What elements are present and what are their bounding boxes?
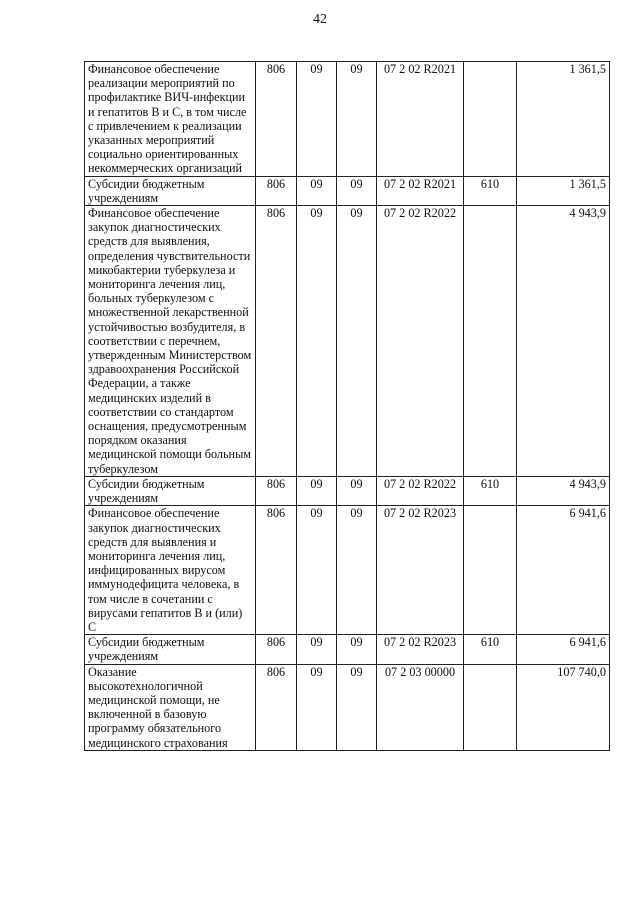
row-section: 09 xyxy=(297,664,337,750)
row-name: Финансовое обеспечение закупок диагностических средств для выявления, определения чувствительности микобактерии туберкулеза и мониторинга лечения лиц, больных туберкулезом с множественной лекарственной устойчивостью возбудителя, в соответствии с перечнем, утвержденным Министерством здравоохранения Российской Федерации, а также медицинских изделий в соответствии со стандартом оснащения, предусмотренным порядком оказания медицинской помощи больным туберкулезом xyxy=(85,206,256,477)
row-section: 09 xyxy=(297,476,337,505)
row-name: Финансовое обеспечение закупок диагностических средств для выявления и мониторинга лечения лиц, инфицированных вирусом иммунодефицита человека, в том числе в сочетании с вирусами гепатитов В и (или) С xyxy=(85,506,256,635)
row-section: 09 xyxy=(297,206,337,477)
row-code: 806 xyxy=(256,476,297,505)
row-target: 07 2 03 00000 xyxy=(377,664,464,750)
row-name: Субсидии бюджетным учреждениям xyxy=(85,635,256,664)
row-expense xyxy=(464,664,517,750)
row-code: 806 xyxy=(256,506,297,635)
page-number: 42 xyxy=(313,12,327,27)
row-section: 09 xyxy=(297,635,337,664)
row-expense: 610 xyxy=(464,476,517,505)
row-section: 09 xyxy=(297,506,337,635)
row-section: 09 xyxy=(297,176,337,205)
row-amount: 1 361,5 xyxy=(517,62,610,177)
row-code: 806 xyxy=(256,206,297,477)
row-target: 07 2 02 R2023 xyxy=(377,635,464,664)
row-expense xyxy=(464,506,517,635)
table-row xyxy=(85,476,610,505)
row-section: 09 xyxy=(297,62,337,177)
row-subsection: 09 xyxy=(337,62,377,177)
row-amount: 6 941,6 xyxy=(517,506,610,635)
row-name: Субсидии бюджетным учреждениям xyxy=(85,476,256,505)
table-row xyxy=(85,206,610,477)
row-target: 07 2 02 R2022 xyxy=(377,476,464,505)
row-code: 806 xyxy=(256,664,297,750)
table-row xyxy=(85,506,610,635)
row-amount: 4 943,9 xyxy=(517,476,610,505)
row-target: 07 2 02 R2021 xyxy=(377,176,464,205)
row-code: 806 xyxy=(256,635,297,664)
row-subsection: 09 xyxy=(337,635,377,664)
row-target: 07 2 02 R2022 xyxy=(377,206,464,477)
row-subsection: 09 xyxy=(337,664,377,750)
row-expense: 610 xyxy=(464,176,517,205)
row-subsection: 09 xyxy=(337,176,377,205)
table-row xyxy=(85,62,610,177)
row-target: 07 2 02 R2023 xyxy=(377,506,464,635)
budget-table xyxy=(84,61,610,751)
table-row xyxy=(85,635,610,664)
row-expense xyxy=(464,62,517,177)
row-expense: 610 xyxy=(464,635,517,664)
row-amount: 6 941,6 xyxy=(517,635,610,664)
row-subsection: 09 xyxy=(337,206,377,477)
row-expense xyxy=(464,206,517,477)
row-code: 806 xyxy=(256,176,297,205)
row-target: 07 2 02 R2021 xyxy=(377,62,464,177)
table-row xyxy=(85,664,610,750)
row-code: 806 xyxy=(256,62,297,177)
row-amount: 107 740,0 xyxy=(517,664,610,750)
row-name: Субсидии бюджетным учреждениям xyxy=(85,176,256,205)
row-name: Оказание высокотехнологичной медицинской помощи, не включенной в базовую программу обязательного медицинского страхования xyxy=(85,664,256,750)
row-name: Финансовое обеспечение реализации мероприятий по профилактике ВИЧ-инфекции и гепатитов В и С, в том числе с привлечением к реализации указанных мероприятий социально ориентированных некоммерческих организаций xyxy=(85,62,256,177)
table-row xyxy=(85,176,610,205)
row-subsection: 09 xyxy=(337,476,377,505)
row-amount: 4 943,9 xyxy=(517,206,610,477)
row-subsection: 09 xyxy=(337,506,377,635)
row-amount: 1 361,5 xyxy=(517,176,610,205)
